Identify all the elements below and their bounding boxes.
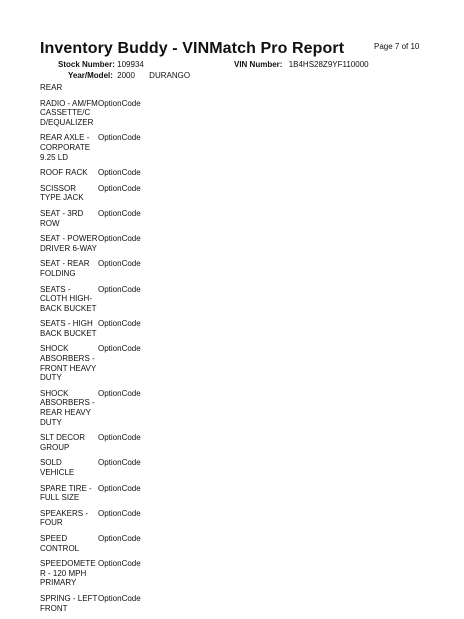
option-row xyxy=(40,234,170,253)
option-row xyxy=(40,594,170,613)
option-name: REAR xyxy=(40,83,63,92)
option-name: SEAT - 3RD ROW xyxy=(40,208,84,228)
option-code: OptionCode xyxy=(98,319,141,329)
option-code: OptionCode xyxy=(98,183,141,193)
option-code: OptionCode xyxy=(98,508,141,518)
option-name: SEAT - REAR FOLDING xyxy=(40,259,90,278)
option-row xyxy=(40,184,170,203)
option-name: SPRING - LEFT FRONT xyxy=(40,593,98,613)
option-code: OptionCode xyxy=(98,593,141,603)
option-name: SPEAKERS - FOUR xyxy=(40,508,89,528)
option-name: SLT DECOR GROUP xyxy=(40,433,86,452)
option-name: REAR AXLE - CORPORATE 9.25 LD xyxy=(40,133,91,162)
stock-number-label: Stock Number: xyxy=(58,60,115,69)
option-code: OptionCode xyxy=(98,433,141,443)
vin-number xyxy=(234,60,369,69)
option-row xyxy=(40,458,170,477)
option-code: OptionCode xyxy=(98,284,141,294)
option-name: RADIO - AM/FM CASSETTE/C D/EQUALIZER xyxy=(40,98,98,127)
option-name: SOLD VEHICLE xyxy=(40,458,75,477)
option-row xyxy=(40,559,170,588)
year-model-label: Year/Model: xyxy=(68,71,113,80)
option-row xyxy=(40,344,170,382)
option-code: OptionCode xyxy=(98,98,141,108)
option-row xyxy=(40,433,170,452)
year-model xyxy=(68,71,190,80)
option-name: SPEEDOMETE R - 120 MPH PRIMARY xyxy=(40,559,96,588)
option-row xyxy=(40,133,170,162)
option-name: SEAT - POWER DRIVER 6-WAY xyxy=(40,234,98,253)
option-code: OptionCode xyxy=(98,133,141,143)
option-name: SEATS - CLOTH HIGH-BACK BUCKET xyxy=(40,284,97,313)
stock-number xyxy=(58,60,144,69)
option-name: SPARE TIRE - FULL SIZE xyxy=(40,483,92,503)
year-value: 2000 xyxy=(117,71,135,80)
option-code: OptionCode xyxy=(98,208,141,218)
option-name: SHOCK ABSORBERS - FRONT HEAVY DUTY xyxy=(40,344,97,383)
option-code: OptionCode xyxy=(98,458,141,468)
option-row xyxy=(40,509,170,528)
option-row xyxy=(40,319,170,338)
option-row xyxy=(40,168,170,178)
option-code: OptionCode xyxy=(98,168,141,178)
stock-number-value: 109934 xyxy=(117,60,144,69)
option-name: ROOF RACK xyxy=(40,168,88,178)
option-row xyxy=(40,259,170,278)
option-row xyxy=(40,484,170,503)
option-code: OptionCode xyxy=(98,259,141,269)
option-row xyxy=(40,285,170,314)
page-number: Page 7 of 10 xyxy=(374,42,420,51)
option-code: OptionCode xyxy=(98,559,141,569)
option-row xyxy=(40,209,170,228)
model-value: DURANGO xyxy=(149,71,191,80)
option-list xyxy=(40,83,170,619)
option-name: SHOCK ABSORBERS - REAR HEAVY DUTY xyxy=(40,388,95,427)
option-row xyxy=(40,389,170,427)
vin-number-label: VIN Number: xyxy=(234,60,283,69)
option-name: SPEED CONTROL xyxy=(40,533,80,553)
option-name: SCISSOR TYPE JACK xyxy=(40,183,84,203)
option-code: OptionCode xyxy=(98,388,141,398)
option-code: OptionCode xyxy=(98,533,141,543)
option-code: OptionCode xyxy=(98,483,141,493)
option-row xyxy=(40,534,170,553)
option-code: OptionCode xyxy=(98,234,141,244)
option-name: SEATS - HIGH BACK BUCKET xyxy=(40,319,97,338)
option-row xyxy=(40,83,170,93)
report-title: Inventory Buddy - VINMatch Pro Report xyxy=(40,40,345,57)
vin-number-value: 1B4HS28Z9YF110000 xyxy=(288,60,369,69)
option-code: OptionCode xyxy=(98,344,141,354)
option-row xyxy=(40,99,170,128)
